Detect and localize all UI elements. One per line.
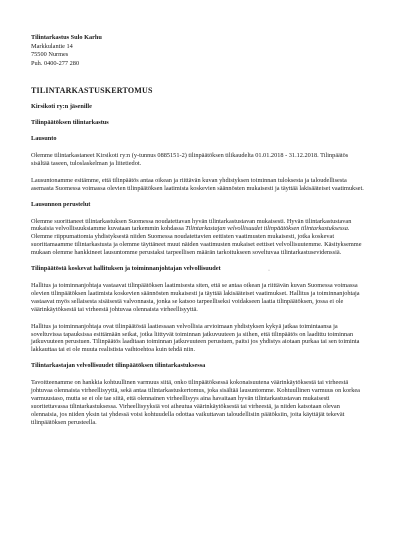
paragraph-audited-statements: Olemme tilintarkastaneet Kirsikoti ry:n (y-tunnus 0885151-2) tilinpäätöksen tilikaudelta 01.01.2018 - 31.12.2018. Tilinpäätös sisältää taseen, tuloslaskelman ja liitetiedot. (31, 152, 349, 167)
paragraph-basis (31, 218, 365, 258)
sender-name: Tilintarkastus Sulo Karhu (31, 34, 102, 41)
subheading-opinion: Lausunto (31, 135, 57, 143)
addressee: Kirsikoti ry:n jäsenille (31, 103, 92, 111)
pen-mark: · (268, 268, 270, 274)
section-heading-financial-audit: Tilinpäätöksen tilintarkastus (31, 119, 109, 127)
sender-phone: Puh. 0400-277 280 (31, 59, 80, 67)
paragraph-opinion: Lausuntonamme esitämme, että tilinpäätös antaa oikean ja riittävän kuvan yhdistyksen toiminnan tuloksesta ja taloudellisesta asemasta Suomessa voimassa olevien tilinpäätöksen laatimista koskevien säännösten mukaisesti ja täyttää lakisääteiset vaatimukset. (31, 176, 364, 192)
paragraph-board-responsibilities: Hallitus ja toiminnanjohtaja vastaavat tilinpäätöksen laatimisesta siten, että se antaa oikean ja riittävän kuvan Suomessa voimassa olevien tilinpäätöksen laatimista koskevien säännösten mukaisesti ja täyttää lakisääteiset vaatimukset. Hallitus ja toiminnanjohtaja vastaavat myös sellaisesta sisäisestä valvonnasta, jonka se katsoo tarpeelliseksi voidakseen laatia tilinpäätöksen, jossa ei ole väärinkäytöksestä tai virheestä johtuvaa olennaista virheellisyyttä. (31, 281, 360, 313)
paragraph-basis-italic-reference: Tilintarkastajan velvollisuudet tilinpäätöksen tilintarkastuksessa. (185, 225, 350, 233)
paragraph-basis-part-1: Olemme suorittaneet tilintarkastuksen Suomessa noudatettavan hyvän tilintarkastustavan mukaisesti. Hyvän tilintarkastustavan mukaisia velvollisuuksiamme kuvataan tarkemmin kohdassa (31, 217, 352, 233)
section-heading-board-responsibilities: Tilinpäätöstä koskevat hallituksen ja toiminnanjohtajan velvollisuudet (31, 265, 221, 273)
sender-street: Markkulantie 14 (31, 42, 73, 50)
sender-postal: 75500 Nurmes (31, 51, 69, 59)
subheading-basis-for-opinion: Lausunnon perustelut (31, 200, 91, 208)
paragraph-auditor-objectives: Tavoitteenamme on hankkia kohtuullinen varmuus siitä, onko tilinpäätöksessä kokonaisuutena väärinkäytöksestä tai virheestä johtuvaa olennaista virheellisyyttä, sekä antaa tilintarkastuskertomus, joka sisältää lausuntomme. Kohtuullinen varmuus on korkea varmuustaso, mutta se ei ole tae siitä, että olennainen virheellisyys aina havaitaan hyvän tilintarkastustavan mukaisesti suoritettavassa tilintarkastuksessa. Virheellisyyksiä voi aiheutua väärinkäytöksestä tai virheestä, ja niiden katsotaan olevan olennaisia, jos niiden yksin tai yhdessä voisi kohtuudella odottaa vaikuttavan taloudellisiin päätöksiin, joita käyttäjät tekevät tilinpäätöksen perusteella. (31, 379, 360, 426)
section-heading-auditor-responsibilities: Tilintarkastajan velvollisuudet tilinpäätöksen tilintarkastuksessa (31, 362, 206, 370)
document-title: TILINTARKASTUSKERTOMUS (31, 86, 153, 96)
sender-block (31, 34, 365, 68)
paragraph-basis-part-2: Olemme riippumattomia yhdistyksestä niiden Suomessa noudatettavien eettisten vaatimusten mukaisesti, jotka koskevat suorittamaamme tilintarkastusta ja olemme täyttäneet muut näiden vaatimusten mukaiset eettiset velvollisuutemme. Käsityksemme mukaan olemme hankkineet lausuntomme perustaksi tarpeellisen määrän tarkoitukseen soveltuvaa tilintarkastusevidenssiä. (31, 233, 362, 257)
paragraph-going-concern: Hallitus ja toiminnanjohtaja ovat tilinpäätöstä laatiessaan velvollisia arvioimaan yhdistyksen kykyä jatkaa toimintaansa ja soveltuvissa tapauksissa esittämään seikat, jotka liittyvät toiminnan jatkuvuuteen ja siihen, että tilinpäätös on laadittu toiminnan jatkuvuuteen perustuen. Tilinpäätös laaditaan toiminnan jatkuvuuteen perustuen, paitsi jos yhdistys aiotaan purkaa tai sen toiminta lakkauttaa tai ei ole muuta realistista vaihtoehtoa kuin tehdä niin. (31, 322, 360, 354)
